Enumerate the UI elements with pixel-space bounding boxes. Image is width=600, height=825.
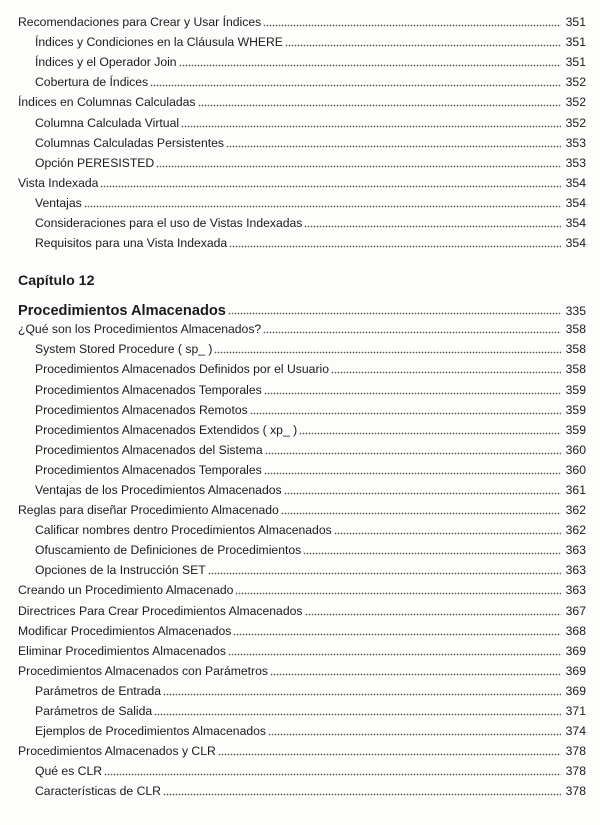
entry-page-number: 369 xyxy=(565,663,586,678)
toc-entry[interactable] xyxy=(18,89,586,109)
entry-title: Requisitos para una Vista Indexada xyxy=(35,236,228,251)
dot-leader xyxy=(263,324,561,334)
entry-title: Características de CLR xyxy=(35,784,161,799)
chapter-title: Procedimientos Almacenados xyxy=(18,303,226,320)
toc-subentry[interactable] xyxy=(18,457,586,477)
entry-page-number: 363 xyxy=(565,563,586,578)
chapter-title-entry[interactable] xyxy=(18,293,586,318)
entry-page-number: 363 xyxy=(565,583,586,598)
toc-subentry[interactable] xyxy=(18,437,586,457)
dot-leader xyxy=(156,158,561,168)
entry-page-number: 378 xyxy=(565,784,586,799)
entry-page-number: 360 xyxy=(565,442,586,457)
entry-title: Procedimientos Almacenados Remotos xyxy=(35,402,248,417)
entry-page-number: 368 xyxy=(565,623,586,638)
toc-subentry[interactable] xyxy=(18,557,586,577)
toc-subentry[interactable] xyxy=(18,477,586,497)
dot-leader xyxy=(163,686,561,696)
entry-title: Procedimientos Almacenados Temporales xyxy=(35,382,262,397)
dot-leader xyxy=(264,385,561,395)
entry-title: Ejemplos de Procedimientos Almacenados xyxy=(35,724,267,739)
entry-title: Procedimientos Almacenados Temporales xyxy=(35,462,262,477)
toc-subentry[interactable] xyxy=(18,537,586,557)
entry-page-number: 362 xyxy=(565,523,586,538)
entry-title: Modificar Procedimientos Almacenados xyxy=(18,623,232,638)
entry-page-number: 363 xyxy=(565,543,586,558)
entry-page-number: 351 xyxy=(565,35,586,50)
toc-subentry[interactable] xyxy=(18,230,586,250)
dot-leader xyxy=(235,585,561,595)
toc-subentry[interactable] xyxy=(18,29,586,49)
entry-page-number: 358 xyxy=(565,342,586,357)
dot-leader xyxy=(303,545,561,555)
dot-leader xyxy=(218,746,561,756)
dot-leader xyxy=(331,364,561,374)
dot-leader xyxy=(228,646,561,656)
entry-page-number: 359 xyxy=(565,402,586,417)
toc-subentry[interactable] xyxy=(18,678,586,698)
entry-title: ¿Qué son los Procedimientos Almacenados? xyxy=(18,322,262,337)
entry-title: System Stored Procedure ( sp_ ) xyxy=(35,342,213,357)
entry-title: Eliminar Procedimientos Almacenados xyxy=(18,643,226,658)
entry-title: Ventajas de los Procedimientos Almacenados xyxy=(35,482,282,497)
entry-title: Procedimientos Almacenados del Sistema xyxy=(35,442,263,457)
dot-leader xyxy=(281,505,561,515)
entry-title: Procedimientos Almacenados Definidos por el Usuario xyxy=(35,362,330,377)
toc-entry[interactable] xyxy=(18,577,586,597)
entry-title: Ventajas xyxy=(35,195,82,210)
toc-subentry[interactable] xyxy=(18,190,586,210)
toc-entry[interactable] xyxy=(18,316,586,336)
dot-leader xyxy=(268,726,561,736)
dot-leader xyxy=(270,666,561,676)
entry-title: Cobertura de Índices xyxy=(35,75,149,90)
toc-section-procedures xyxy=(18,316,586,798)
entry-page-number: 353 xyxy=(565,155,586,170)
toc-entry[interactable] xyxy=(18,170,586,190)
entry-title: Ofuscamiento de Definiciones de Procedimientos xyxy=(35,543,302,558)
toc-entry[interactable] xyxy=(18,738,586,758)
toc-subentry[interactable] xyxy=(18,698,586,718)
toc-subentry[interactable] xyxy=(18,109,586,129)
dot-leader xyxy=(228,305,561,315)
toc-subentry[interactable] xyxy=(18,130,586,150)
entry-page-number: 378 xyxy=(565,744,586,759)
entry-title: Qué es CLR xyxy=(35,764,103,779)
entry-page-number: 354 xyxy=(565,216,586,231)
entry-title: Procedimientos Almacenados y CLR xyxy=(18,744,216,759)
entry-title: Calificar nombres dentro Procedimientos Almacenados xyxy=(35,523,332,538)
entry-page-number: 358 xyxy=(565,362,586,377)
toc-subentry[interactable] xyxy=(18,69,586,89)
entry-page-number: 369 xyxy=(565,683,586,698)
dot-leader xyxy=(154,706,561,716)
dot-leader xyxy=(179,57,561,67)
entry-page-number: 351 xyxy=(565,15,586,30)
dot-leader xyxy=(263,17,561,27)
entry-page-number: 354 xyxy=(565,195,586,210)
dot-leader xyxy=(181,118,561,128)
dot-leader xyxy=(250,405,561,415)
toc-subentry[interactable] xyxy=(18,336,586,356)
entry-title: Recomendaciones para Crear y Usar Índices xyxy=(18,15,262,30)
dot-leader xyxy=(150,77,561,87)
table-of-contents xyxy=(18,9,586,798)
toc-subentry[interactable] xyxy=(18,210,586,230)
entry-page-number: 371 xyxy=(565,704,586,718)
toc-entry[interactable] xyxy=(18,497,586,517)
dot-leader xyxy=(233,626,561,636)
toc-subentry[interactable] xyxy=(18,397,586,417)
entry-page-number: 359 xyxy=(565,382,586,397)
toc-subentry[interactable] xyxy=(18,150,586,170)
entry-title: Índices y el Operador Join xyxy=(35,55,177,70)
entry-page-number: 362 xyxy=(565,503,586,518)
dot-leader xyxy=(229,238,561,248)
entry-page-number: 353 xyxy=(565,135,586,150)
entry-title: Directrices Para Crear Procedimientos Almacenados xyxy=(18,603,303,618)
entry-page-number: 361 xyxy=(565,482,586,497)
toc-subentry[interactable] xyxy=(18,49,586,69)
entry-page-number: 358 xyxy=(565,322,586,337)
entry-title: Parámetros de Salida xyxy=(35,704,153,718)
entry-page-number: 359 xyxy=(565,422,586,437)
dot-leader xyxy=(84,198,561,208)
dot-leader xyxy=(265,445,561,455)
section-gap xyxy=(18,250,586,271)
dot-leader xyxy=(305,606,562,616)
toc-section-indices xyxy=(18,9,586,250)
entry-title: Vista Indexada xyxy=(18,175,99,190)
dot-leader xyxy=(226,138,561,148)
toc-subentry[interactable] xyxy=(18,718,586,738)
toc-entry[interactable] xyxy=(18,638,586,658)
toc-subentry[interactable] xyxy=(18,758,586,778)
dot-leader xyxy=(285,37,561,47)
chapter-label: Capítulo 12 xyxy=(18,273,95,290)
entry-title: Índices en Columnas Calculadas xyxy=(18,95,196,110)
dot-leader xyxy=(100,178,561,188)
dot-leader xyxy=(208,565,561,575)
dot-leader xyxy=(299,425,561,435)
toc-subentry[interactable] xyxy=(18,376,586,396)
dot-leader xyxy=(104,766,561,776)
entry-page-number: 352 xyxy=(565,115,586,130)
toc-entry[interactable] xyxy=(18,658,586,678)
entry-title: Columna Calculada Virtual xyxy=(35,115,180,130)
entry-page-number: 352 xyxy=(565,75,586,90)
dot-leader xyxy=(334,525,561,535)
entry-page-number: 369 xyxy=(565,643,586,658)
entry-title: Creando un Procedimiento Almacenado xyxy=(18,583,234,598)
dot-leader xyxy=(264,465,561,475)
entry-page-number: 352 xyxy=(565,95,586,110)
entry-title: Procedimientos Almacenados con Parámetros xyxy=(18,663,268,678)
entry-title: Índices y Condiciones en la Cláusula WHERE xyxy=(35,35,283,50)
entry-page-number: 374 xyxy=(565,724,586,739)
dot-leader xyxy=(304,218,561,228)
dot-leader xyxy=(198,97,562,107)
entry-title: Parámetros de Entrada xyxy=(35,683,162,698)
toc-entry[interactable] xyxy=(18,618,586,638)
dot-leader xyxy=(214,344,561,354)
entry-page-number: 360 xyxy=(565,462,586,477)
entry-title: Procedimientos Almacenados Extendidos ( xp_ ) xyxy=(35,422,298,437)
toc-subentry[interactable] xyxy=(18,417,586,437)
toc-subentry[interactable] xyxy=(18,356,586,376)
entry-title: Columnas Calculadas Persistentes xyxy=(35,135,224,150)
toc-subentry[interactable] xyxy=(18,778,586,798)
toc-subentry[interactable] xyxy=(18,517,586,537)
chapter-page-number: 335 xyxy=(565,304,586,319)
dot-leader xyxy=(284,485,561,495)
entry-page-number: 351 xyxy=(565,55,586,70)
entry-title: Opción PERESISTED xyxy=(35,155,155,170)
entry-page-number: 354 xyxy=(565,175,586,190)
entry-title: Consideraciones para el uso de Vistas Indexadas xyxy=(35,216,303,231)
entry-page-number: 378 xyxy=(565,764,586,779)
toc-entry[interactable] xyxy=(18,597,586,617)
toc-entry[interactable] xyxy=(18,9,586,29)
dot-leader xyxy=(163,786,561,796)
entry-page-number: 354 xyxy=(565,236,586,251)
entry-title: Reglas para diseñar Procedimiento Almacenado xyxy=(18,503,279,518)
entry-title: Opciones de la Instrucción SET xyxy=(35,563,206,578)
entry-page-number: 367 xyxy=(565,603,586,618)
